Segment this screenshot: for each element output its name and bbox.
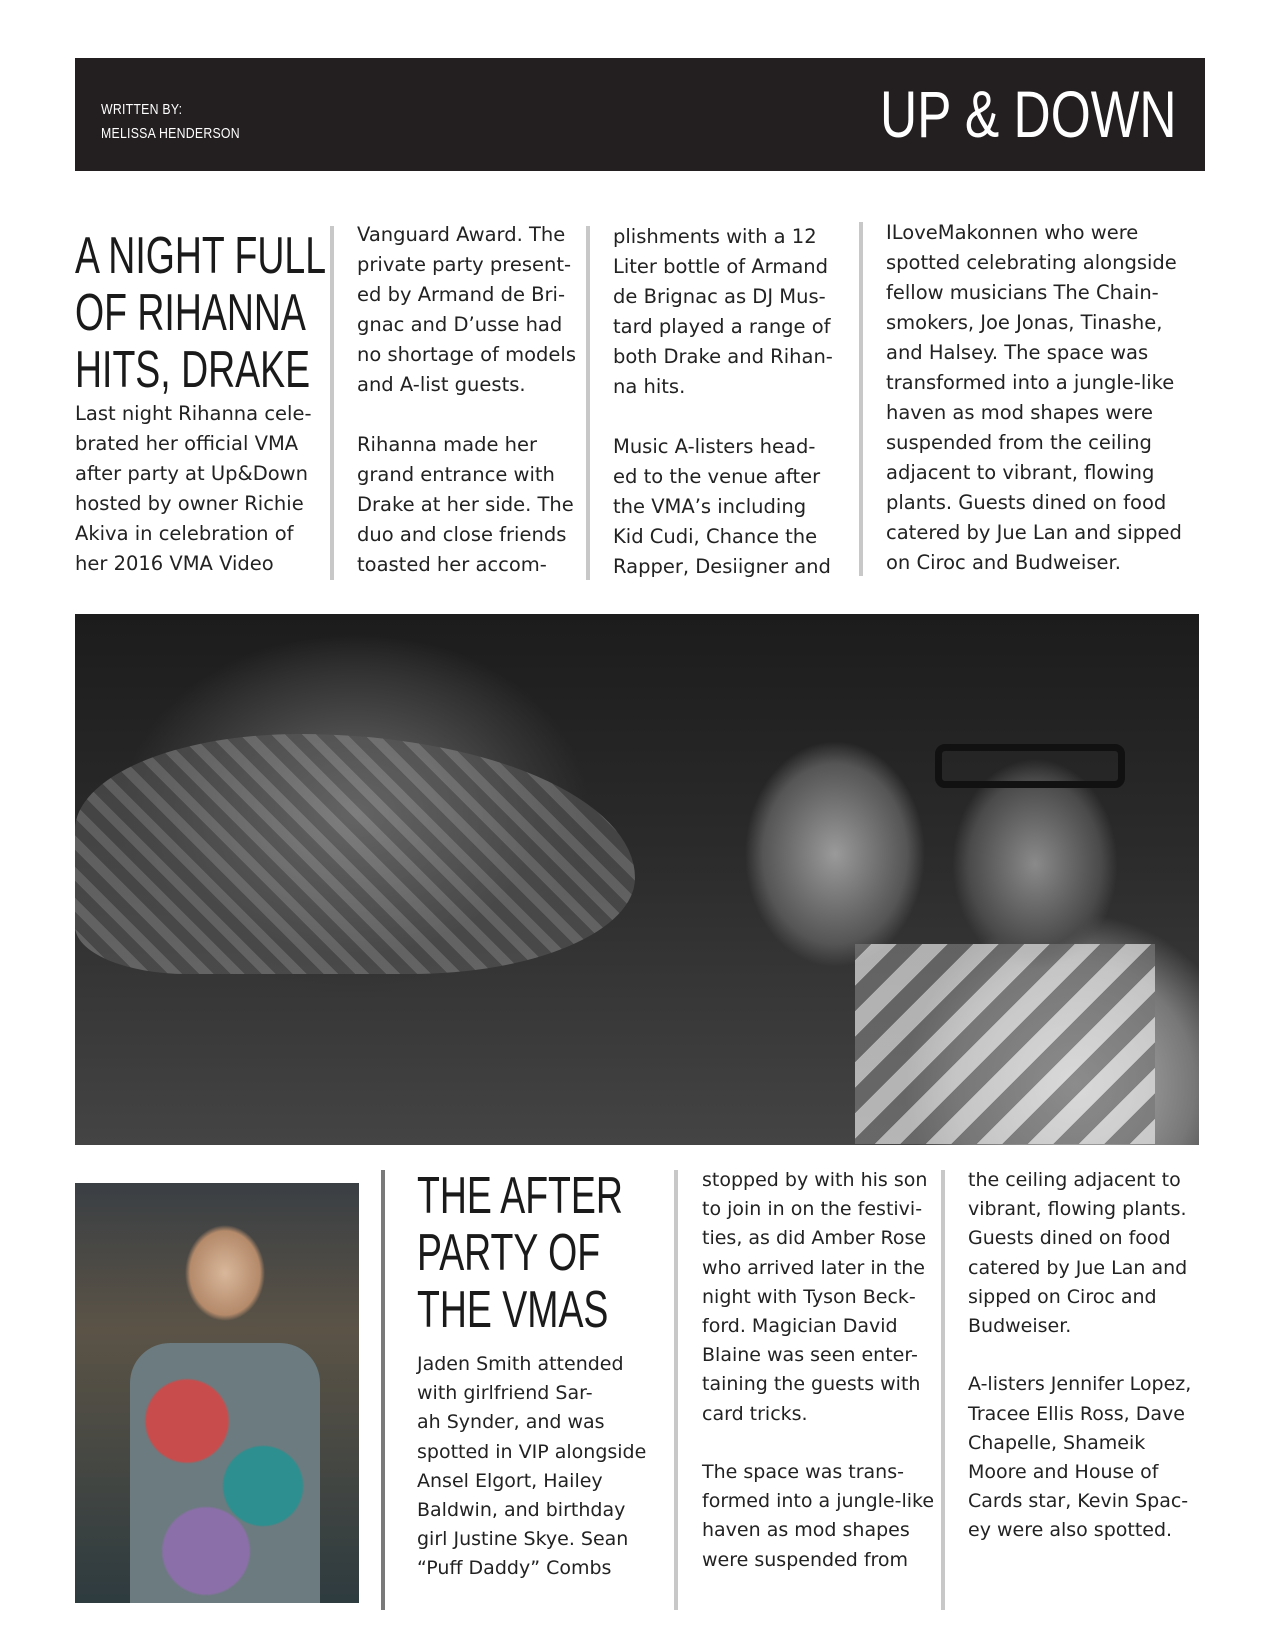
byline-author: MELISSA HENDERSON xyxy=(101,125,240,142)
column-divider xyxy=(586,226,590,580)
article-1-column-2: Vanguard Award. The private party present- ed by Armand de Bri- gnac and D’usse had no shortage of models and A-list guests. Rihanna made her grand entrance with Drake at her side. The duo and close friends toasted her accom- xyxy=(357,223,576,576)
photo-detail-pattern xyxy=(855,944,1155,1144)
article-1-column-1: Last night Rihanna cele- brated her official VMA after party at Up&Down hosted by owner Richie Akiva in celebration of her 2016 VMA Video xyxy=(75,402,312,575)
column-divider xyxy=(859,222,863,576)
article-1-heading: A NIGHT FULL OF RIHANNA HITS, DRAKE xyxy=(75,227,327,399)
masthead-banner xyxy=(75,58,1205,171)
article-2-column-2: stopped by with his son to join in on the festivi- ties, as did Amber Rose who arrived later in the night with Tyson Beck- ford. Magician David Blaine was seen enter- taining the guests with card tricks. The space was trans- formed into a jungle-like haven as mod shapes were suspended from xyxy=(702,1169,935,1571)
byline xyxy=(101,98,240,146)
party-photo-main xyxy=(75,614,1199,1145)
party-photo-guest xyxy=(75,1183,359,1603)
column-divider xyxy=(381,1170,385,1610)
photo-detail-floral-jacket xyxy=(130,1343,320,1603)
byline-label: WRITTEN BY: xyxy=(101,101,183,118)
article-2-heading: THE AFTER PARTY OF THE VMAS xyxy=(417,1167,623,1339)
photo-detail-jacket xyxy=(75,734,635,974)
column-divider xyxy=(330,226,334,580)
column-divider xyxy=(674,1170,678,1610)
article-2-column-3: the ceiling adjacent to vibrant, flowing plants. Guests dined on food catered by Jue Lan and sipped on Ciroc and Budweiser. A-listers Jennifer Lopez, Tracee Ellis Ross, Dave Chapelle, Shameik Moore and House of Cards star, Kevin Spac- ey were also spotted. xyxy=(968,1169,1192,1542)
column-divider xyxy=(941,1170,945,1610)
article-1-column-3: plishments with a 12 Liter bottle of Armand de Brignac as DJ Mus- tard played a range of both Drake and Rihan- na hits. Music A-listers head- ed to the venue after the VMA’s including Kid Cudi, Chance the Rapper, Desiigner and xyxy=(613,225,833,578)
publication-title: UP & DOWN xyxy=(880,77,1177,151)
article-2-column-1: Jaden Smith attended with girlfriend Sar- ah Synder, and was spotted in VIP alongside Ansel Elgort, Hailey Baldwin, and birthday girl Justine Skye. Sean “Puff Daddy” Combs xyxy=(417,1353,647,1580)
photo-detail-glasses xyxy=(935,744,1125,788)
article-1-column-4: ILoveMakonnen who were spotted celebrating alongside fellow musicians The Chain- smokers, Joe Jonas, Tinashe, and Halsey. The space was transformed into a jungle-like haven as mod shapes were suspended from the ceiling adjacent to vibrant, flowing plants. Guests dined on food catered by Jue Lan and sipped on Ciroc and Budweiser. xyxy=(886,221,1182,574)
